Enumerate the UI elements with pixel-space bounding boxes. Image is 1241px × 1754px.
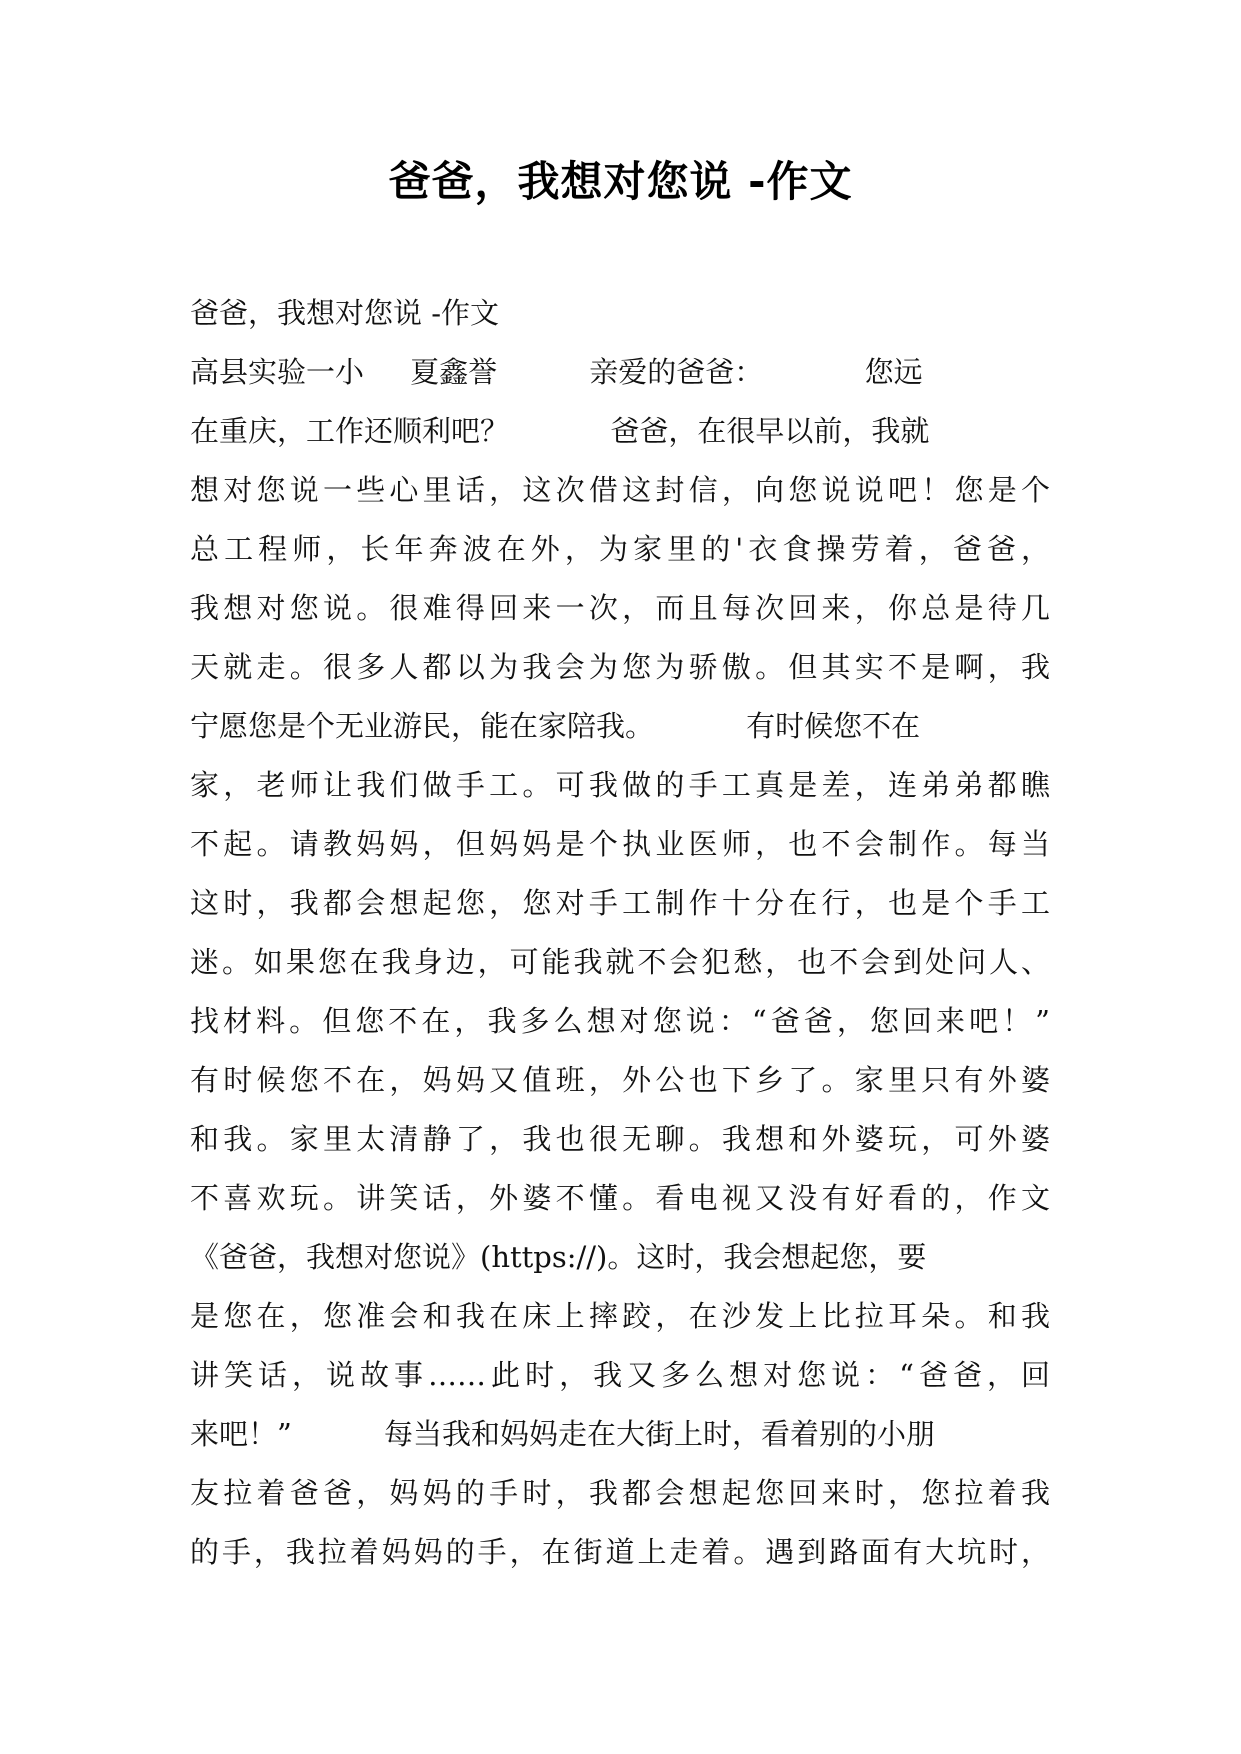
body-line: 在重庆，工作还顺利吧？ 爸爸，在很早以前，我就 <box>190 414 930 448</box>
body-line: 高县实验一小 夏鑫誉 亲爱的爸爸： 您远 <box>190 355 923 389</box>
body-line: 天就走。很多人都以为我会为您为骄傲。但其实不是啊，我 <box>190 650 1050 684</box>
body-line: 有时候您不在，妈妈又值班，外公也下乡了。家里只有外婆 <box>190 1063 1050 1097</box>
body-line: 这时，我都会想起您，您对手工制作十分在行，也是个手工 <box>190 886 1050 920</box>
body-line: 不起。请教妈妈，但妈妈是个执业医师，也不会制作。每当 <box>190 827 1050 861</box>
body-line: 迷。如果您在我身边，可能我就不会犯愁，也不会到处问人、 <box>190 945 1050 979</box>
body-line: 我想对您说。很难得回来一次，而且每次回来，你总是待几 <box>190 591 1050 625</box>
body-line: 总工程师，长年奔波在外，为家里的'衣食操劳着，爸爸， <box>190 532 1050 566</box>
body-line: 的手，我拉着妈妈的手，在街道上走着。遇到路面有大坑时， <box>190 1535 1050 1569</box>
body-line: 家，老师让我们做手工。可我做的手工真是差，连弟弟都瞧 <box>190 768 1050 802</box>
body-line: 想对您说一些心里话，这次借这封信，向您说说吧！您是个 <box>190 473 1050 507</box>
body-line: 是您在，您准会和我在床上摔跤，在沙发上比拉耳朵。和我 <box>190 1299 1050 1333</box>
body-line: 不喜欢玩。讲笑话，外婆不懂。看电视又没有好看的，作文 <box>190 1181 1050 1215</box>
body-line: 来吧！” 每当我和妈妈走在大街上时，看着别的小朋 <box>190 1417 936 1451</box>
body-line: 和我。家里太清静了，我也很无聊。我想和外婆玩，可外婆 <box>190 1122 1050 1156</box>
body-line: 爸爸，我想对您说 -作文 <box>190 296 500 330</box>
body-line: 《爸爸，我想对您说》(https://)。这时，我会想起您，要 <box>190 1240 927 1274</box>
document-body <box>190 284 1050 1582</box>
document-title: 爸爸，我想对您说 -作文 <box>388 157 853 206</box>
body-line: 找材料。但您不在，我多么想对您说：“爸爸，您回来吧！” <box>190 1004 1050 1038</box>
body-line: 友拉着爸爸，妈妈的手时，我都会想起您回来时，您拉着我 <box>190 1476 1050 1510</box>
body-line: 讲笑话，说故事……此时，我又多么想对您说：“爸爸，回 <box>190 1358 1050 1392</box>
body-line: 宁愿您是个无业游民，能在家陪我。 有时候您不在 <box>190 709 921 743</box>
